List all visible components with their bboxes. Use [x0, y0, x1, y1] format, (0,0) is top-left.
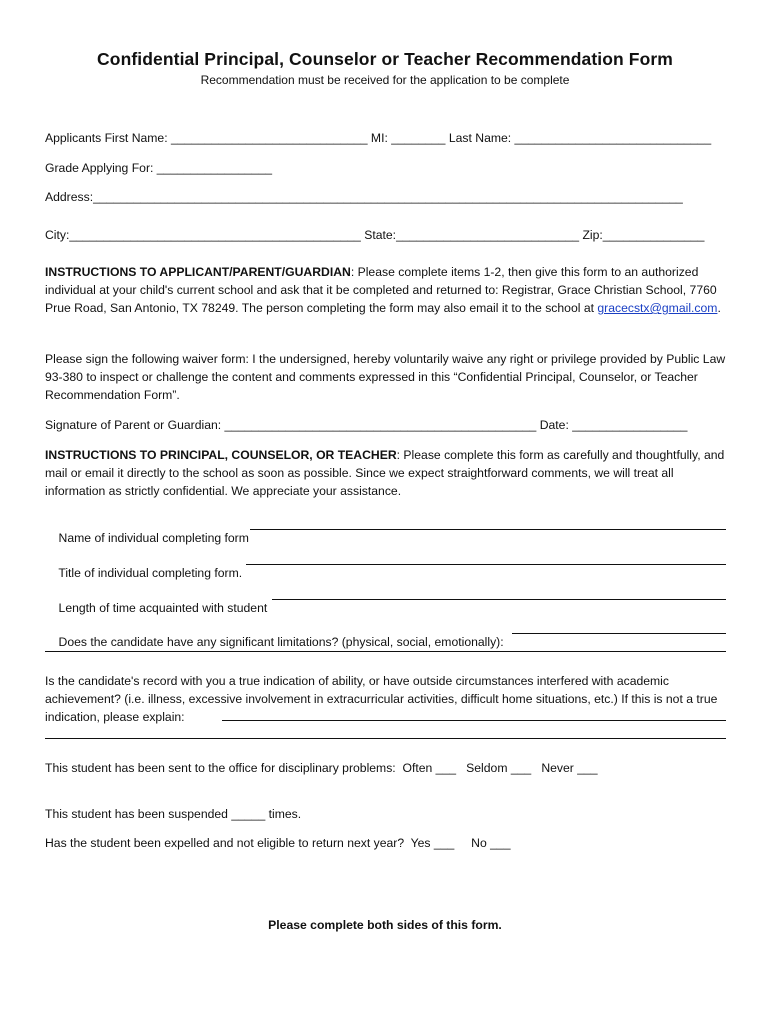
limitations-input-line-2[interactable] — [45, 651, 726, 652]
applicant-name-field[interactable]: Applicants First Name: _____________________________ MI: ________ Last Name: _____________________________ — [45, 131, 712, 145]
form-subtitle: Recommendation must be received for the application to be complete — [200, 73, 570, 87]
teacher-instructions-heading: INSTRUCTIONS TO PRINCIPAL, COUNSELOR, OR TEACHER — [45, 448, 397, 462]
title-completing-label: Title of individual completing form. — [58, 566, 243, 580]
record-explain-input-line[interactable] — [222, 720, 726, 721]
length-acquainted-input-line[interactable] — [272, 599, 726, 600]
office-discipline-field[interactable]: This student has been sent to the office for disciplinary problems: Often ___ Seldom ___ Never ___ — [45, 761, 598, 775]
expelled-field[interactable]: Has the student been expelled and not eligible to return next year? Yes ___ No ___ — [45, 836, 511, 850]
school-email-link[interactable]: gracecstx@gmail.com — [597, 301, 718, 315]
name-completing-input-line[interactable] — [250, 529, 726, 530]
name-completing-label: Name of individual completing form — [58, 531, 249, 545]
limitations-row — [45, 621, 504, 663]
applicant-instructions-heading: INSTRUCTIONS TO APPLICANT/PARENT/GUARDIAN — [45, 265, 351, 279]
teacher-instructions — [45, 446, 730, 500]
length-acquainted-label: Length of time acquainted with student — [58, 601, 268, 615]
suspended-field[interactable]: This student has been suspended _____ times. — [45, 807, 302, 821]
grade-applying-field[interactable]: Grade Applying For: _________________ — [45, 161, 273, 175]
record-explain-input-line-2[interactable] — [45, 738, 726, 739]
parent-signature-field[interactable]: Signature of Parent or Guardian: ______________________________________________ Date: _________________ — [45, 418, 688, 432]
teacher-instructions-body: : Please complete this form as carefully and thoughtfully, and mail or email it directly to the school as soon as possible. Since we expect straightforward comments, we will treat all information as strictly confidential. We appreciate your assistance. — [45, 448, 725, 498]
form-title: Confidential Principal, Counselor or Teacher Recommendation Form — [97, 49, 673, 69]
applicant-instructions-body: : Please complete items 1-2, then give this form to an authorized individual at your child's current school and ask that it be completed and returned to: Registrar, Grace Christian School, 7760 Prue Road, San Antonio, TX 78249. The person completing the form may also email it to the school at — [45, 265, 717, 315]
limitations-input-line[interactable] — [512, 633, 726, 634]
city-state-zip-field[interactable]: City:___________________________________________ State:___________________________ Zip:_______________ — [45, 228, 705, 242]
record-question: Is the candidate's record with you a true indication of ability, or have outside circumstances interfered with academic achievement? (i.e. illness, excessive involvement in extracurricular activities, difficult home situations, etc.) If this is not a true indication, please explain: — [45, 674, 718, 724]
waiver-text: Please sign the following waiver form: I the undersigned, hereby voluntarily waive any right or privilege provided by Public Law 93-380 to inspect or challenge the content and comments expressed in this “Confidential Principal, Counselor, or Teacher Recommendation Form”. — [45, 352, 726, 402]
title-completing-input-line[interactable] — [246, 564, 726, 565]
applicant-instructions-period: . — [717, 301, 721, 315]
limitations-label: Does the candidate have any significant limitations? (physical, social, emotionally): — [58, 635, 504, 649]
applicant-instructions — [45, 263, 730, 317]
address-field[interactable]: Address:_______________________________________________________________________________________ — [45, 190, 683, 204]
footer-note: Please complete both sides of this form. — [268, 918, 502, 932]
